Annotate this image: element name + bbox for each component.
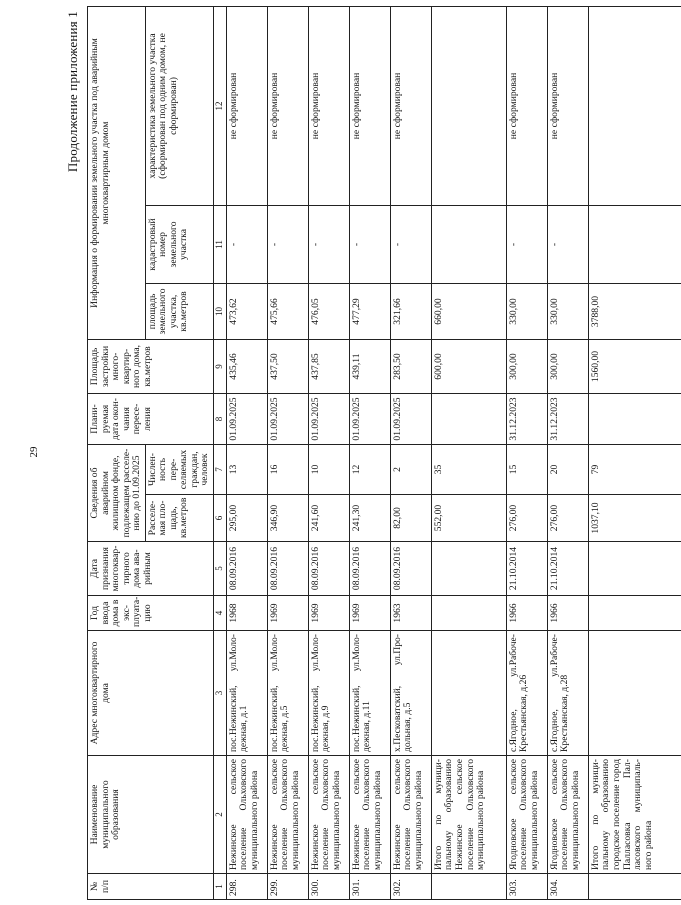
header-planned-date: Плани-руемая дата окон-чания пересе-ления <box>88 393 214 444</box>
cell-land-area: 477,29 <box>349 283 390 339</box>
col-number: 3 <box>214 631 227 756</box>
cell-people: 15 <box>506 444 547 494</box>
table-row <box>390 6 431 899</box>
col-number: 10 <box>214 283 227 339</box>
cell-plan-date: 01.09.2025 <box>308 393 349 444</box>
cell-area: 295,00 <box>226 495 267 542</box>
cell-land-status: не сформирован <box>226 6 267 205</box>
col-number: 7 <box>214 444 227 494</box>
document-page <box>65 5 654 900</box>
col-number: 1 <box>214 874 227 900</box>
cell-date: 08.09.2016 <box>349 542 390 596</box>
cell-people: 2 <box>390 444 431 494</box>
cell-date: 08.09.2016 <box>226 542 267 596</box>
cell-cadastral: - <box>349 205 390 283</box>
header-row-top <box>88 6 146 899</box>
cell-year: 1966 <box>506 596 547 631</box>
cell-land-area: 330,00 <box>506 283 547 339</box>
cell-address: пос.Нежинский, ул.Моло-дежная, д.11 <box>349 631 390 756</box>
header-address: Адрес многоквартирного дома <box>88 631 214 756</box>
cell-plan-date: 01.09.2025 <box>349 393 390 444</box>
cell-cadastral: - <box>390 205 431 283</box>
table-row <box>267 6 308 899</box>
page-number: 29 <box>28 446 40 458</box>
cell-land-status: не сформирован <box>506 6 547 205</box>
cell-cadastral: - <box>506 205 547 283</box>
emergency-housing-table <box>87 6 681 900</box>
header-municipality: Наименование муниципального образования <box>88 756 214 874</box>
cell-address: пос.Нежинский, ул.Моло-дежная, д.1 <box>226 631 267 756</box>
col-number: 2 <box>214 756 227 874</box>
subtotal-row <box>431 6 506 899</box>
column-number-row <box>214 6 227 899</box>
col-number: 11 <box>214 205 227 283</box>
header-land-area: площадь земельного участка, кв.метров <box>145 283 213 339</box>
cell-plan-date: 31.12.2023 <box>506 393 547 444</box>
cell-people: 12 <box>349 444 390 494</box>
subtotal-built-area: 1560,00 <box>588 339 681 393</box>
cell-cadastral: - <box>267 205 308 283</box>
cell-address: с.Ягодное, ул.Рабоче-Крестьянская, д.28 <box>547 631 588 756</box>
cell-num: 298. <box>226 874 267 900</box>
cell-date: 08.09.2016 <box>267 542 308 596</box>
cell-area: 82,00 <box>390 495 431 542</box>
cell-built-area: 283,50 <box>390 339 431 393</box>
cell-address: с.Ягодное, ул.Рабоче-Крестьянская, д.26 <box>506 631 547 756</box>
cell-land-status: не сформирован <box>390 6 431 205</box>
header-built-area: Площадь застройки много-квартир-ного дома, кв.метров <box>88 339 214 393</box>
cell-year: 1969 <box>349 596 390 631</box>
cell-land-area: 476,05 <box>308 283 349 339</box>
cell-municipality: Ягодновское сельское поселение Ольховского муниципального района <box>547 756 588 874</box>
col-number: 9 <box>214 339 227 393</box>
cell-built-area: 435,46 <box>226 339 267 393</box>
header-fund-area: Расселе-мая пло-щадь, кв.метров <box>145 495 213 542</box>
cell-num: 303. <box>506 874 547 900</box>
cell-area: 276,00 <box>547 495 588 542</box>
cell-municipality: Нежинское сельское поселение Ольховского муниципального района <box>226 756 267 874</box>
cell-date: 08.09.2016 <box>390 542 431 596</box>
header-land-group: Информация о формировании земельного участка под аварийным многоквартирным домом <box>88 6 146 339</box>
subtotal-row <box>588 6 681 899</box>
header-fund-people: Числен-ность пере-селяемых граждан, человек <box>145 444 213 494</box>
col-number: 4 <box>214 596 227 631</box>
cell-year: 1963 <box>390 596 431 631</box>
header-date-emergency: Дата признания многоквар-тирного дома ава-рийным <box>88 542 214 596</box>
cell-built-area: 437,85 <box>308 339 349 393</box>
cell-plan-date: 01.09.2025 <box>226 393 267 444</box>
header-fund-group: Сведения об аварийном жилищном фонде, подлежащем расселе-нию до 01.09.2025 <box>88 444 146 541</box>
subtotal-built-area: 600,00 <box>431 339 506 393</box>
cell-area: 276,00 <box>506 495 547 542</box>
col-number: 5 <box>214 542 227 596</box>
cell-num: 299. <box>267 874 308 900</box>
subtotal-area: 1037,10 <box>588 495 681 542</box>
cell-plan-date: 01.09.2025 <box>267 393 308 444</box>
subtotal-people: 79 <box>588 444 681 494</box>
cell-people: 13 <box>226 444 267 494</box>
cell-municipality: Нежинское сельское поселение Ольховского муниципального района <box>308 756 349 874</box>
cell-address: пос.Нежинский, ул.Моло-дежная, д.5 <box>267 631 308 756</box>
cell-land-status: не сформирован <box>308 6 349 205</box>
cell-municipality: Нежинское сельское поселение Ольховского муниципального района <box>349 756 390 874</box>
cell-area: 346,90 <box>267 495 308 542</box>
cell-land-area: 475,66 <box>267 283 308 339</box>
table-row <box>547 6 588 899</box>
cell-land-area: 473,62 <box>226 283 267 339</box>
cell-built-area: 437,50 <box>267 339 308 393</box>
cell-date: 08.09.2016 <box>308 542 349 596</box>
subtotal-people: 35 <box>431 444 506 494</box>
cell-land-status: не сформирован <box>267 6 308 205</box>
cell-plan-date: 01.09.2025 <box>390 393 431 444</box>
cell-year: 1966 <box>547 596 588 631</box>
subtotal-label: Итого по муници-пальному образованию Нежинское сельское поселение Ольховского муниципального района <box>431 756 506 874</box>
col-number: 6 <box>214 495 227 542</box>
cell-built-area: 300,00 <box>547 339 588 393</box>
cell-people: 10 <box>308 444 349 494</box>
table-row <box>506 6 547 899</box>
col-number: 8 <box>214 393 227 444</box>
cell-address: пос.Нежинский, ул.Моло-дежная, д.9 <box>308 631 349 756</box>
cell-plan-date: 31.12.2023 <box>547 393 588 444</box>
cell-municipality: Ягодновское сельское поселение Ольховского муниципального района <box>506 756 547 874</box>
cell-cadastral: - <box>226 205 267 283</box>
table-row <box>308 6 349 899</box>
cell-land-status: не сформирован <box>547 6 588 205</box>
cell-land-area: 321,66 <box>390 283 431 339</box>
cell-people: 16 <box>267 444 308 494</box>
subtotal-land-area: 660,00 <box>431 283 506 339</box>
subtotal-label: Итого по муници-пальному образованию городское поселение город Палласовка Пал-ласовского муниципаль-ного района <box>588 756 681 874</box>
appendix-caption: Продолжение приложения 1 <box>65 11 80 173</box>
subtotal-land-area: 3788,00 <box>588 283 681 339</box>
cell-area: 241,30 <box>349 495 390 542</box>
header-cadastral: кадастровый номер земельного участка <box>145 205 213 283</box>
subtotal-area: 552,00 <box>431 495 506 542</box>
cell-date: 21.10.2014 <box>547 542 588 596</box>
cell-num: 304. <box>547 874 588 900</box>
cell-num: 301. <box>349 874 390 900</box>
table-row <box>349 6 390 899</box>
cell-address: х.Песковатский, ул.Про-дольная, д.5 <box>390 631 431 756</box>
table-row <box>226 6 267 899</box>
cell-municipality: Нежинское сельское поселение Ольховского муниципального района <box>267 756 308 874</box>
cell-year: 1969 <box>267 596 308 631</box>
col-number: 12 <box>214 6 227 205</box>
cell-built-area: 439,11 <box>349 339 390 393</box>
cell-year: 1968 <box>226 596 267 631</box>
cell-built-area: 300,00 <box>506 339 547 393</box>
cell-area: 241,60 <box>308 495 349 542</box>
header-num: № п/п <box>88 874 214 900</box>
cell-date: 21.10.2014 <box>506 542 547 596</box>
cell-num: 300. <box>308 874 349 900</box>
cell-cadastral: - <box>308 205 349 283</box>
cell-num: 302. <box>390 874 431 900</box>
header-land-status: характеристика земельного участка (сформирован под одним домом, не сформирован) <box>145 6 213 205</box>
cell-land-area: 330,00 <box>547 283 588 339</box>
cell-land-status: не сформирован <box>349 6 390 205</box>
cell-year: 1969 <box>308 596 349 631</box>
cell-people: 20 <box>547 444 588 494</box>
header-year: Год ввода дома в экс-плуата-цию <box>88 596 214 631</box>
cell-cadastral: - <box>547 205 588 283</box>
cell-municipality: Нежинское сельское поселение Ольховского муниципального района <box>390 756 431 874</box>
